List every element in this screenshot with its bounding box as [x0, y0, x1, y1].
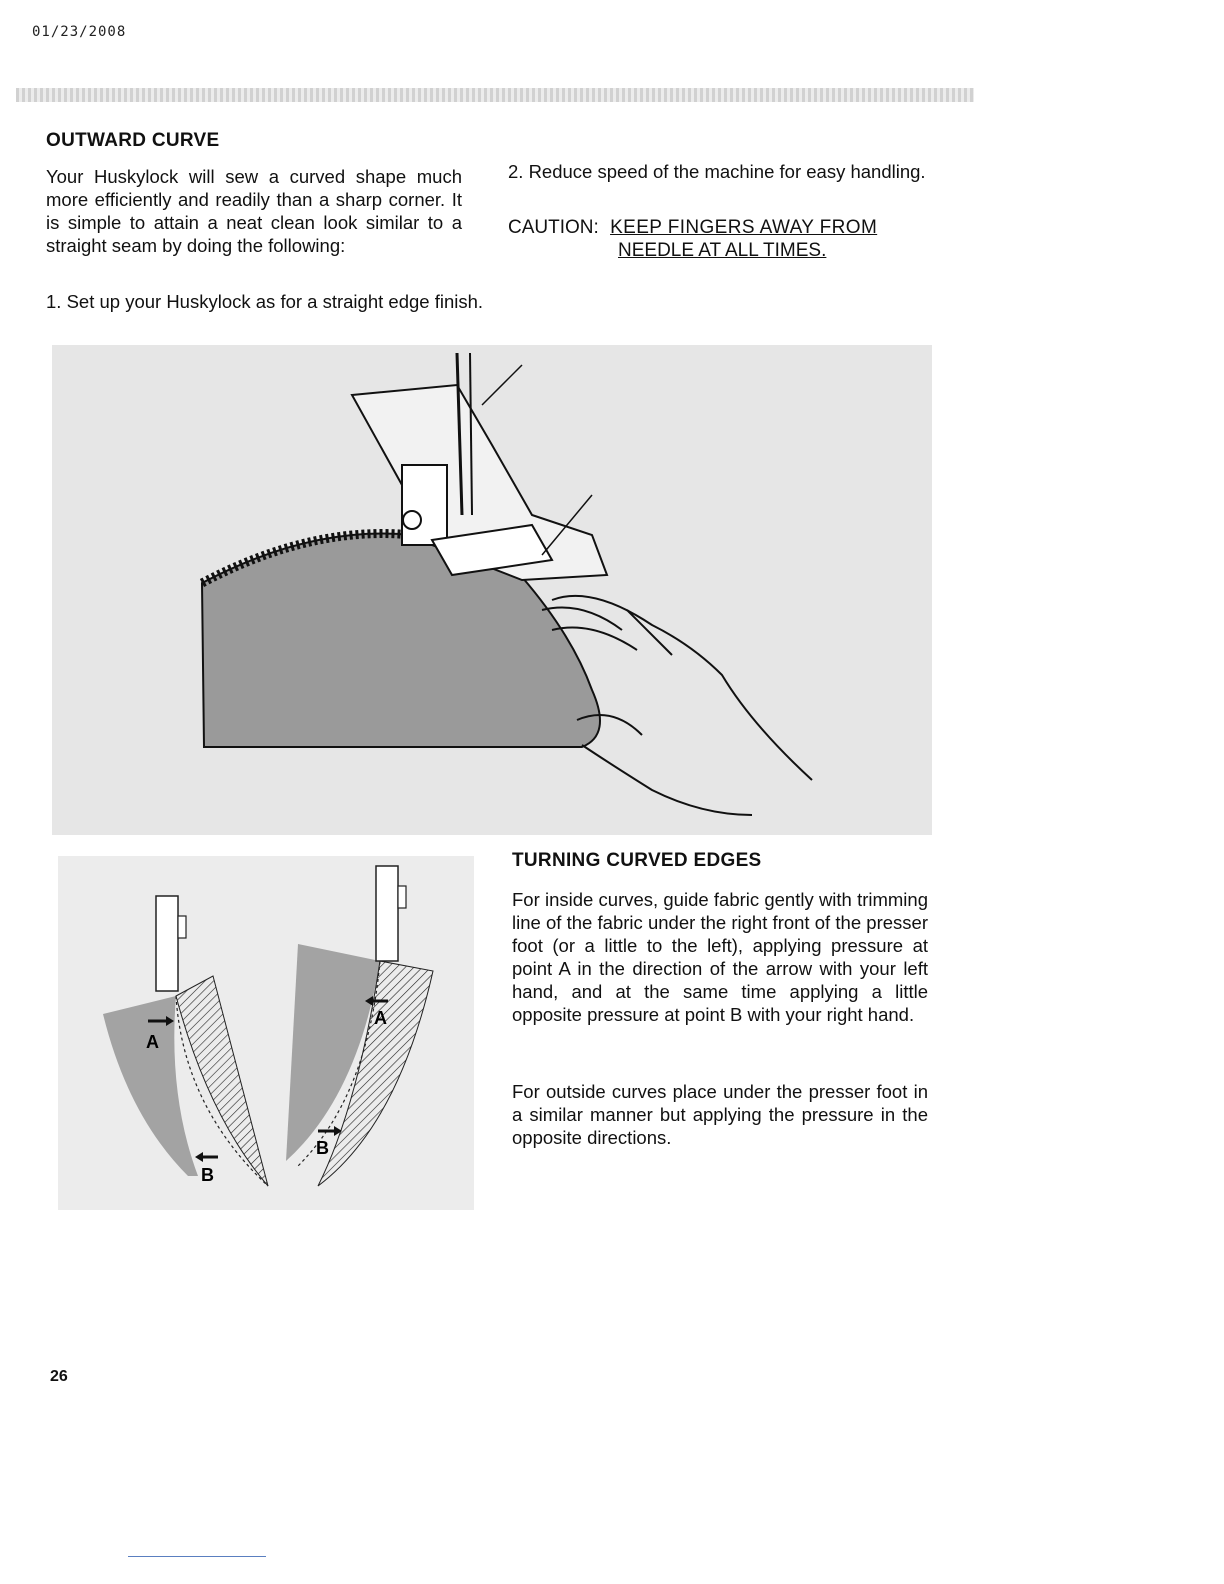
turning-para-2: For outside curves place under the presser foot in a similar manner but applying the pressure in the opposite directions. — [512, 1081, 928, 1148]
caution-label: CAUTION: — [508, 217, 599, 238]
foot-knob-left — [178, 916, 186, 938]
label-a-left: A — [146, 1032, 159, 1052]
label-b-left: B — [201, 1165, 214, 1185]
bottom-rule — [128, 1556, 266, 1557]
caution-note — [508, 216, 928, 262]
page-number: 26 — [50, 1368, 68, 1385]
outward-curve-intro: Your Huskylock will sew a curved shape much more efficiently and readily than a sharp corner. It is simple to attain a neat clean look similar to a straight seam by doing the following: — [46, 166, 462, 256]
presser-foot-left — [156, 896, 178, 991]
presser-foot-right — [376, 866, 398, 961]
turning-title: TURNING CURVED EDGES — [512, 850, 762, 871]
outward-curve-illustration — [52, 345, 932, 835]
presser-foot-shank — [402, 465, 447, 545]
caution-line-2: NEEDLE AT ALL TIMES. — [618, 240, 827, 261]
foot-screw — [403, 511, 421, 529]
foot-knob-right — [398, 886, 406, 908]
turning-para-1: For inside curves, guide fabric gently with trimming line of the fabric under the right front of the presser foot (or a little to the left), applying pressure at point A in the direction of the arrow with your left hand, and at the same time applying a little opposite pressure at point B with your right hand. — [512, 889, 928, 1025]
label-a-right: A — [374, 1008, 387, 1028]
header-date: 01/23/2008 — [32, 24, 127, 40]
outward-curve-title: OUTWARD CURVE — [46, 130, 220, 151]
turning-curves-diagram — [58, 856, 474, 1210]
scan-band — [16, 88, 974, 102]
caution-line-1: KEEP FINGERS AWAY FROM — [610, 217, 878, 238]
step-1: 1. Set up your Huskylock as for a straight edge finish. — [46, 291, 484, 312]
label-b-right: B — [316, 1138, 329, 1158]
step-2: 2. Reduce speed of the machine for easy handling. — [508, 161, 926, 182]
